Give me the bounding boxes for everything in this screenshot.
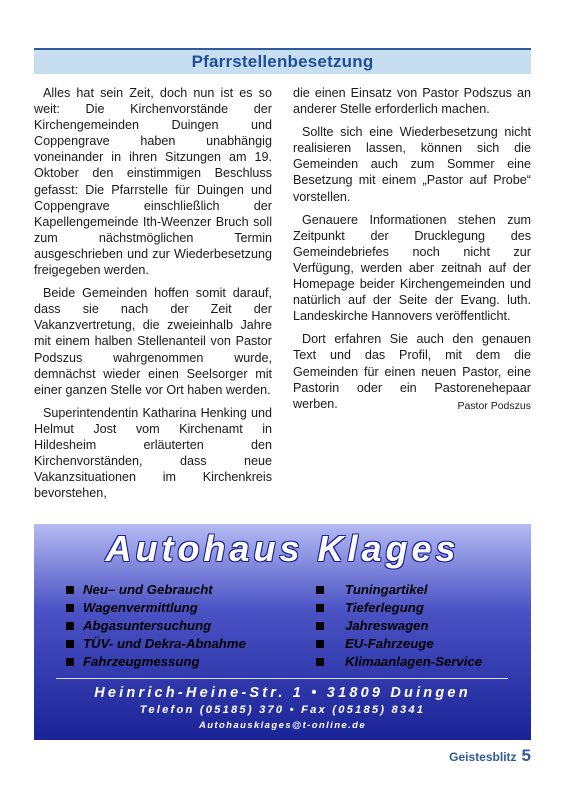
article-title: Pfarrstellenbesetzung <box>191 52 374 71</box>
bullet-square-icon <box>66 604 74 612</box>
service-item <box>316 581 482 599</box>
bullet-square-icon <box>66 622 74 630</box>
service-label: Klimaanlagen-Service <box>345 654 483 669</box>
ad-phone: Telefon (05185) 370 • Fax (05185) 8341 <box>139 704 426 716</box>
service-item <box>66 617 246 635</box>
service-label: Jahreswagen <box>345 618 429 633</box>
service-item <box>66 653 246 671</box>
page-number: 5 <box>521 746 531 765</box>
service-label: Fahrzeugmessung <box>83 654 200 669</box>
bullet-square-icon <box>66 640 74 648</box>
service-label: Tuningartikel <box>345 582 428 597</box>
article-right-column <box>293 85 531 515</box>
paragraph <box>293 331 531 411</box>
paragraph: Beide Gemeinden hoffen somit darauf, dass sie nach der Zeit der Vakanzvertretung, die zweieinhalb Jahre mit einem halben Stellenanteil von Pastor Podszus wahrgenommen wurde, demnächst wieder einen Seelsorger mit einer ganzen Stelle vor Ort haben werden. <box>34 286 272 397</box>
article-body <box>34 85 531 515</box>
magazine-name: Geistesblitz <box>449 750 517 764</box>
bullet-square-icon <box>316 640 324 648</box>
service-item <box>66 599 246 617</box>
page-footer <box>449 746 531 766</box>
article-title-bar <box>34 48 531 74</box>
paragraph: Sollte sich eine Wiederbesetzung nicht realisieren lassen, können sich die Gemeinden auch zum Sommer eine Besetzung mit einem „Pastor auf Probe“ vorstellen. <box>293 125 531 204</box>
ad-email: Autohausklages@t-online.de <box>198 720 367 731</box>
bullet-square-icon <box>316 586 324 594</box>
service-label: Tieferlegung <box>345 600 424 615</box>
ad-company-name: Autohaus Klages <box>105 528 460 569</box>
service-item <box>316 617 482 635</box>
paragraph: Genauere Informationen stehen zum Zeitpunkt der Drucklegung des Gemeindebriefes noch nicht zur Verfügung, werden aber zeitnah auf der Homepage beider Kirchengemeinden und natürlich auf der Seite der Evang. luth. Landeskirche Hannovers veröffentlicht. <box>293 212 531 324</box>
bullet-square-icon <box>66 658 74 666</box>
service-label: EU-Fahrzeuge <box>345 636 434 651</box>
article-left-column <box>34 85 272 515</box>
service-item <box>66 581 246 599</box>
bullet-square-icon <box>66 586 74 594</box>
service-label: Wagenvermittlung <box>83 600 198 615</box>
ad-address: Heinrich-Heine-Str. 1 • 31809 Duingen <box>94 685 471 701</box>
service-item <box>316 599 482 617</box>
ad-services-left <box>66 581 246 671</box>
bullet-square-icon <box>316 658 324 666</box>
advertisement-autohaus <box>34 524 531 740</box>
paragraph: Alles hat sein Zeit, doch nun ist es so weit: Die Kirchenvorstände der Kirchengemeinden Duingen und Coppengrave haben unabhängig voneinander in ihren Sitzungen am 19. Oktober den einstimmigen Beschluss gefasst: Die Pfarrstelle für Duingen und Coppengrave einschließlich der Kapellengemeinde Ith-Weenzer Bruch soll zum nächstmöglichen Termin ausgeschrieben und zur Wiederbesetzung freigegeben werden. <box>34 86 272 278</box>
article-signature: Pastor Podszus <box>457 399 531 412</box>
ad-divider <box>56 678 508 679</box>
service-label: TÜV- und Dekra-Abnahme <box>83 636 246 651</box>
paragraph: Superintendentin Katharina Henking und Helmut Jost vom Kirchenamt in Hildesheim erläuterten den Kirchenvorständen, dass neue Vakanzsituationen im Kirchenkreis bevorstehen, <box>34 405 272 501</box>
service-item <box>316 653 482 671</box>
ad-services-right <box>316 581 482 671</box>
paragraph: die einen Einsatz von Pastor Podszus an anderer Stelle erforderlich machen. <box>293 86 531 117</box>
service-item <box>316 635 482 653</box>
service-label: Abgasuntersuchung <box>83 618 212 633</box>
service-item <box>66 635 246 653</box>
service-label: Neu– und Gebraucht <box>83 582 213 597</box>
paragraph-text: Dort erfahren Sie auch den genauen Text und das Profil, mit dem die Gemeinden für einen neuen Pastor, eine Pastorin oder ein Pastorenehepaar werben. <box>293 332 531 411</box>
bullet-square-icon <box>316 604 324 612</box>
bullet-square-icon <box>316 622 324 630</box>
